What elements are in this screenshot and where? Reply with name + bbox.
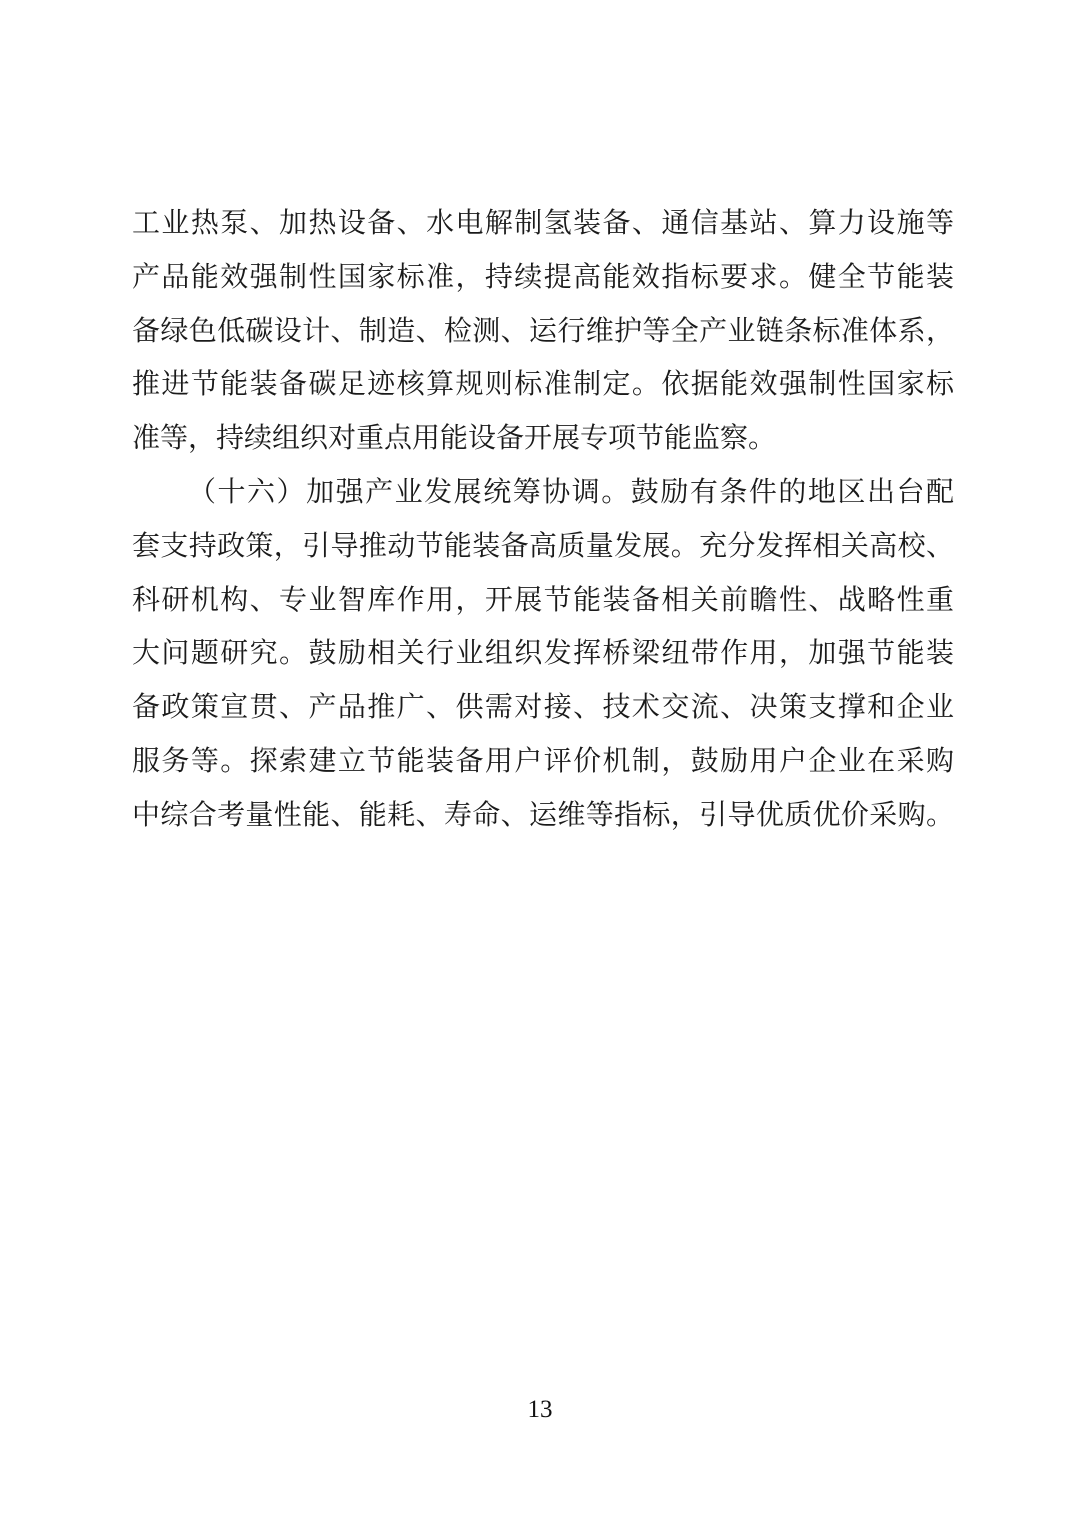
text-line: 套支持政策，引导推动节能装备高质量发展。充分发挥相关高校、 bbox=[132, 530, 954, 562]
page-number: 13 bbox=[527, 1396, 553, 1423]
text-run: 鼓励有条件的地区出台配 bbox=[630, 476, 954, 508]
text-line: 科研机构、专业智库作用，开展节能装备相关前瞻性、战略性重 bbox=[132, 584, 954, 616]
body-text bbox=[132, 197, 954, 843]
text-line: 产品能效强制性国家标准，持续提高能效指标要求。健全节能装 bbox=[132, 261, 954, 293]
text-line: 推进节能装备碳足迹核算规则标准制定。依据能效强制性国家标 bbox=[132, 369, 954, 401]
text-line: 工业热泵、加热设备、水电解制氢装备、通信基站、算力设施等 bbox=[132, 208, 954, 239]
text-line: 服务等。探索建立节能装备用户评价机制，鼓励用户企业在采购 bbox=[132, 745, 954, 777]
text-line: 备绿色低碳设计、制造、检测、运行维护等全产业链条标准体系， bbox=[132, 315, 954, 347]
text-line: 中综合考量性能、能耗、寿命、运维等指标，引导优质优价采购。 bbox=[132, 799, 954, 831]
section-heading: （十六）加强产业发展统筹协调。 bbox=[188, 476, 631, 508]
text-line: 备政策宣贯、产品推广、供需对接、技术交流、决策支撑和企业 bbox=[132, 692, 954, 724]
text-line: 大问题研究。鼓励相关行业组织发挥桥梁纽带作用，加强节能装 bbox=[132, 638, 954, 670]
text-line: 准等，持续组织对重点用能设备开展专项节能监察。 bbox=[132, 423, 777, 455]
paragraph-16-first-line bbox=[132, 466, 954, 520]
